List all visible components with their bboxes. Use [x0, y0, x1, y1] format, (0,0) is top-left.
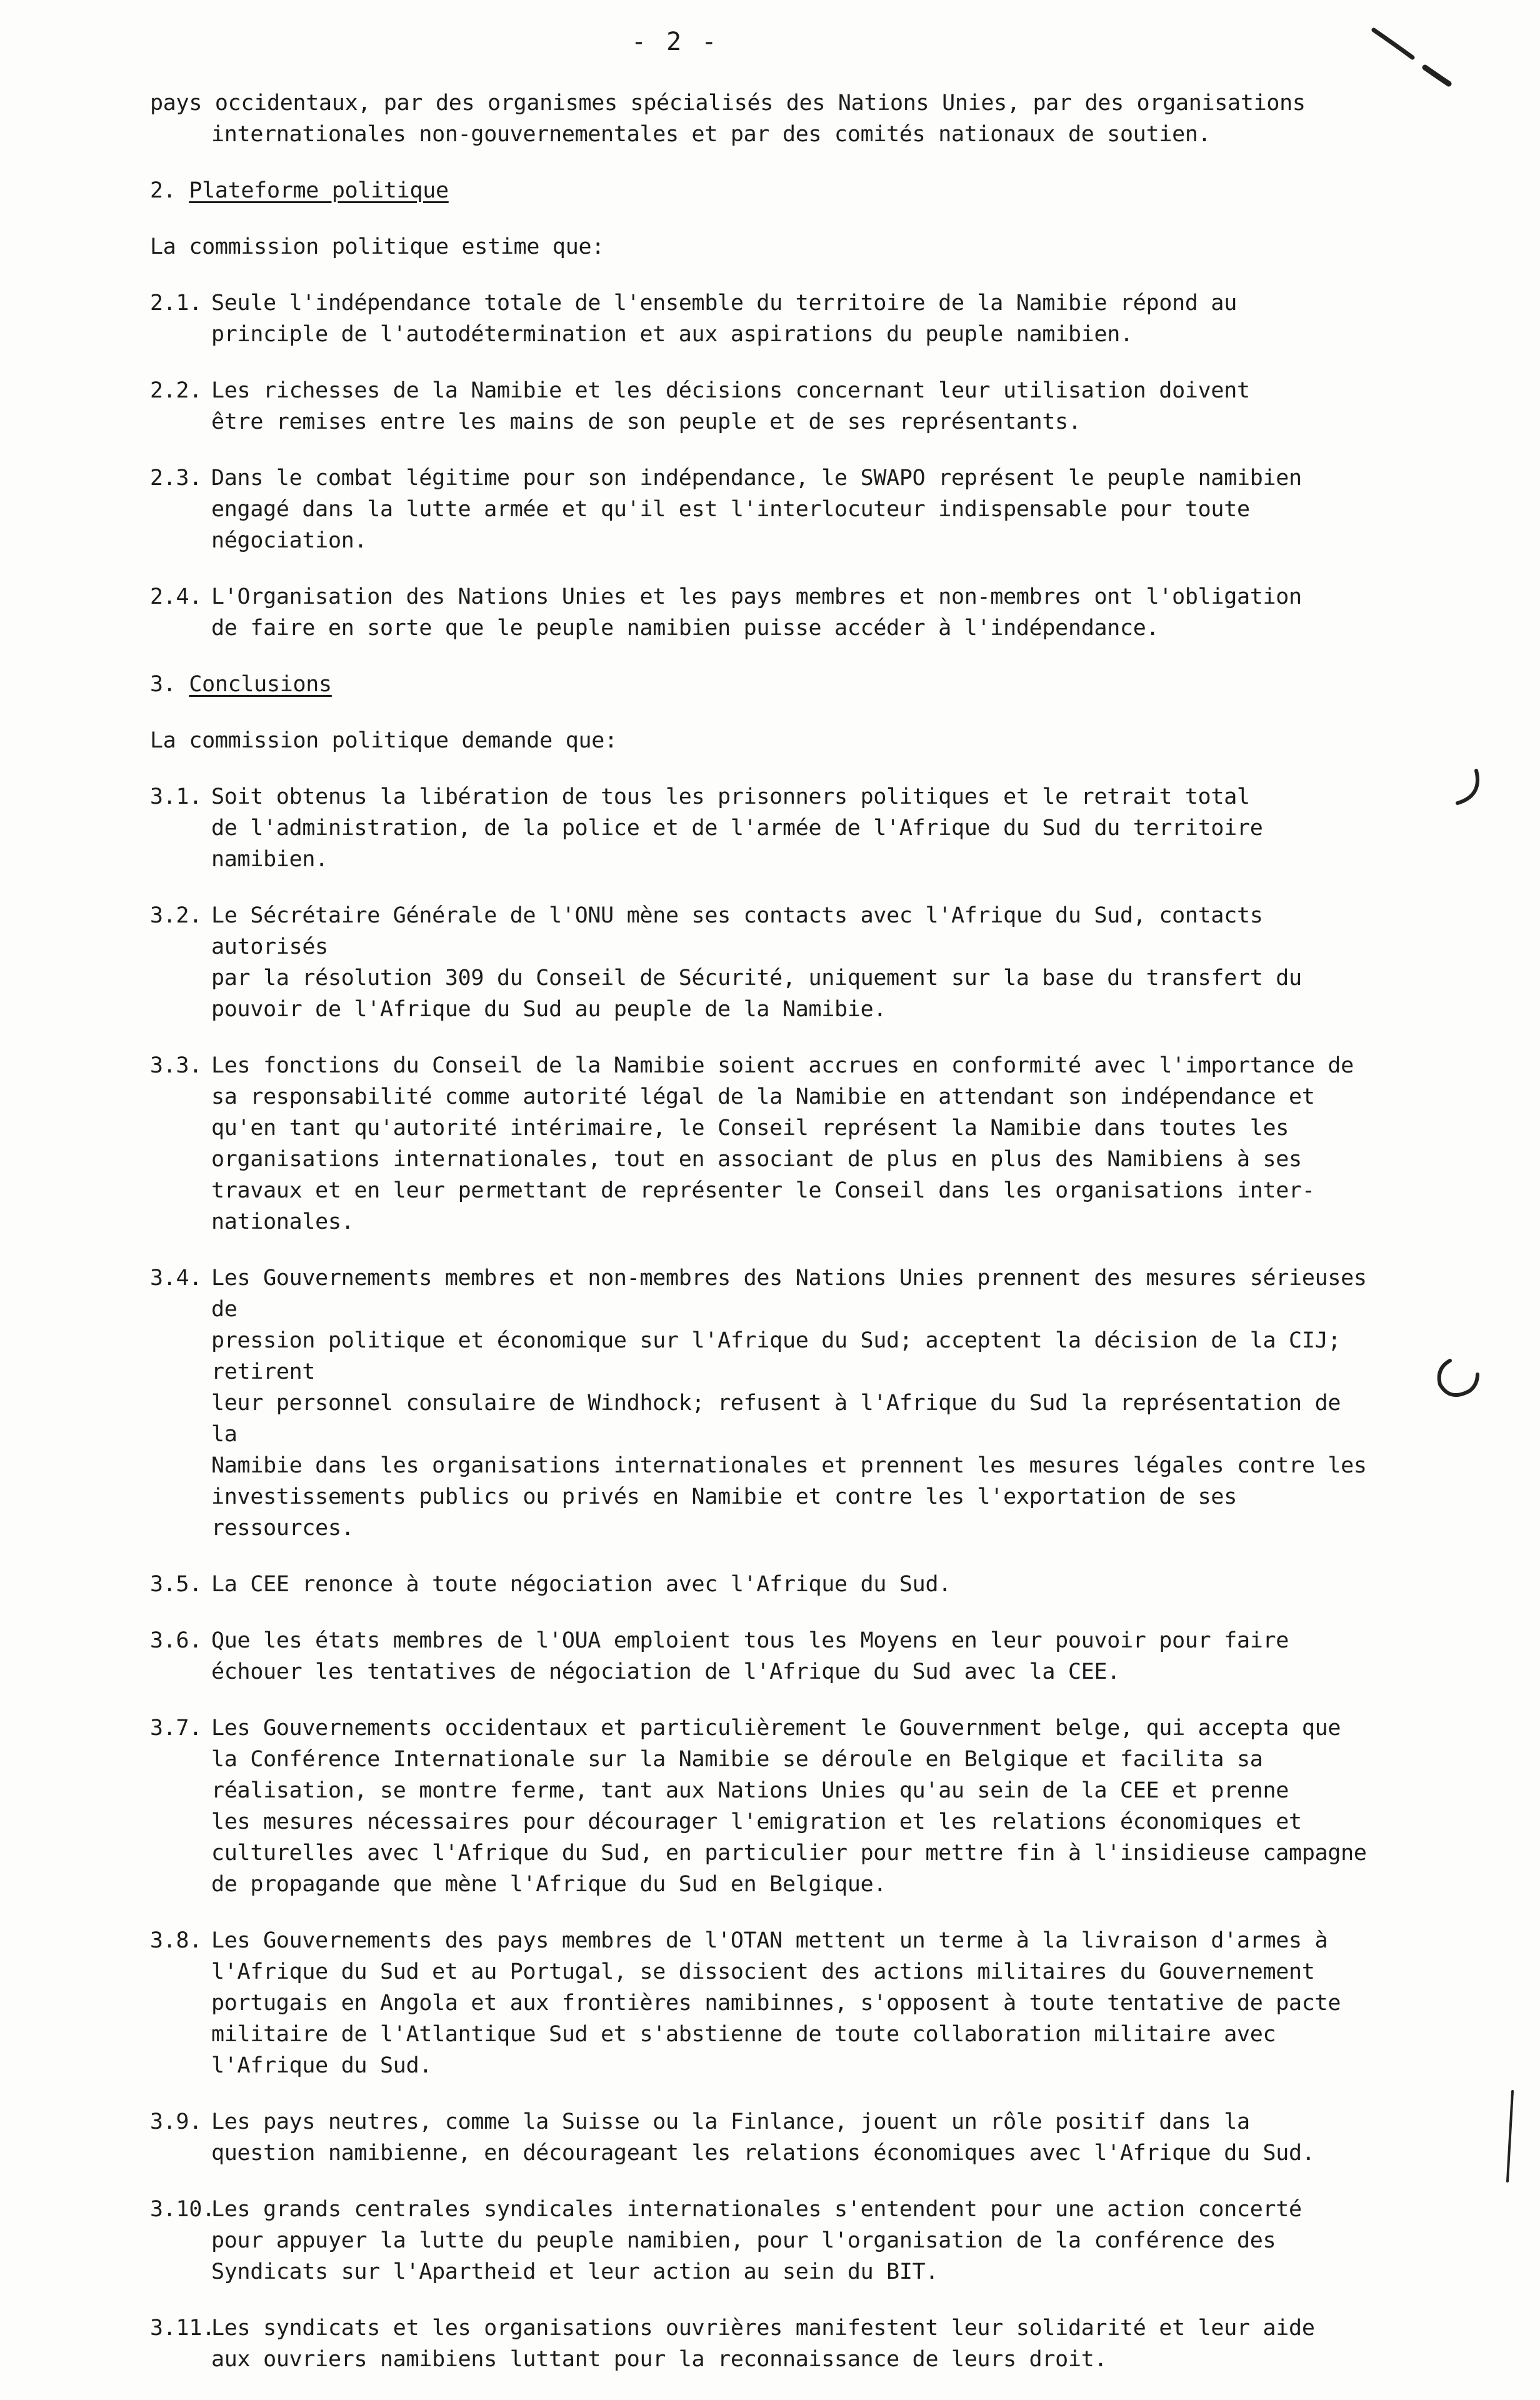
list-item [150, 288, 1375, 350]
item-text: Les fonctions du Conseil de la Namibie soient accrues en conformité avec l'importance de sa responsabilité comme autorité légal de la Namibie en attendant son indépendance et qu'en tant qu'autorité intérimaire, le Conseil représent la Namibie dans toutes les organisations internationales, tout en associant de plus en plus des Namibiens à ses travaux et en leur permettant de représenter le Conseil dans les organisations inter- nationales. [211, 1053, 1354, 1234]
list-item [150, 1712, 1375, 1900]
pen-stroke-mark [1369, 19, 1469, 94]
intro-paragraph [150, 88, 1375, 150]
item-text: Les richesses de la Namibie et les décisions concernant leur utilisation doivent être remises entre les mains de son peuple et de ses représentants. [211, 378, 1250, 434]
item-text: Les syndicats et les organisations ouvrières manifestent leur solidarité et leur aide aux ouvriers namibiens luttant pour la reconnaissance de leurs droit. [211, 2316, 1315, 2372]
page-number: - 2 - [631, 28, 719, 56]
list-item [150, 1262, 1375, 1544]
list-item [150, 1625, 1375, 1688]
list-item [150, 581, 1375, 644]
document-body [150, 88, 1375, 2400]
item-text: Les pays neutres, comme la Suisse ou la Finlance, jouent un rôle positif dans la question namibienne, en décourageant les relations économiques avec l'Afrique du Sud. [211, 2109, 1315, 2166]
item-number: 3.11. [150, 2316, 215, 2341]
item-number: 3.5. [150, 1572, 202, 1597]
list-item [150, 2312, 1375, 2375]
item-number: 3.10. [150, 2197, 215, 2222]
item-number: 3.9. [150, 2109, 202, 2134]
list-item [150, 781, 1375, 875]
list-item [150, 462, 1375, 556]
item-text: La CEE renonce à toute négociation avec l'Afrique du Sud. [211, 1572, 951, 1597]
section-3-number: 3. [150, 672, 176, 697]
edge-line-mark [1500, 2088, 1519, 2188]
item-number: 3.6. [150, 1628, 202, 1653]
item-text: Que les états membres de l'OUA emploient tous les Moyens en leur pouvoir pour faire échouer les tentatives de négociation de l'Afrique du Sud avec la CEE. [211, 1628, 1289, 1684]
item-text: Le Sécrétaire Générale de l'ONU mène ses contacts avec l'Afrique du Sud, contacts autorisés par la résolution 309 du Conseil de Sécurité, uniquement sur la base du transfert du pouvoir de l'Afrique du Sud au peuple de la Namibie. [211, 903, 1302, 1022]
section-2-heading [150, 175, 1375, 206]
list-item [150, 1925, 1375, 2081]
list-item [150, 1569, 1375, 1600]
binder-hole-mark [1444, 766, 1494, 816]
item-number: 3.8. [150, 1928, 202, 1953]
item-number: 2.4. [150, 584, 202, 609]
list-item [150, 2106, 1375, 2169]
section-3-heading [150, 669, 1375, 700]
item-text: Les grands centrales syndicales internationales s'entendent pour une action concerté pour appuyer la lutte du peuple namibien, pour l'organisation de la conférence des Syndicats sur l'Apartheid et leur action au sein du BIT. [211, 2197, 1302, 2284]
item-text: Les Gouvernements des pays membres de l'OTAN mettent un terme à la livraison d'armes à l'Afrique du Sud et au Portugal, se dissocient des actions militaires du Gouvernement portugais en Angola et aux frontières namibinnes, s'opposent à toute tentative de pacte militaire de l'Atlantique Sud et s'abstienne de toute collaboration militaire avec l'Afrique du Sud. [211, 1928, 1341, 2078]
item-text: Les Gouvernements occidentaux et particulièrement le Gouvernment belge, qui accepta que la Conférence Internationale sur la Namibie se déroule en Belgique et facilita sa réalisation, se montre ferme, tant aux Nations Unies qu'au sein de la CEE et prenne les mesures nécessaires pour décourager l'emigration et les relations économiques et culturelles avec l'Afrique du Sud, en particulier pour mettre fin à l'insidieuse campagne de propagande que mène l'Afrique du Sud en Belgique. [211, 1716, 1367, 1897]
list-item [150, 2194, 1375, 2288]
item-number: 2.2. [150, 378, 202, 403]
list-item [150, 900, 1375, 1025]
item-number: 3.3. [150, 1053, 202, 1078]
section-2-lead: La commission politique estime que: [150, 234, 605, 259]
item-number: 2.3. [150, 466, 202, 491]
item-text: Soit obtenus la libération de tous les prisonners politiques et le retrait total de l'administration, de la police et de l'armée de l'Afrique du Sud du territoire namibien. [211, 784, 1263, 872]
intro-line-2: internationales non-gouvernementales et par des comités nationaux de soutien. [211, 122, 1211, 147]
item-text: L'Organisation des Nations Unies et les pays membres et non-membres ont l'obligation de faire en sorte que le peuple namibien puisse accéder à l'indépendance. [211, 584, 1302, 641]
item-number: 3.2. [150, 903, 202, 928]
intro-line-1: pays occidentaux, par des organismes spécialisés des Nations Unies, par des organisations [150, 91, 1306, 116]
item-number: 3.1. [150, 784, 202, 809]
section-2-number: 2. [150, 178, 176, 203]
section-3-title: Conclusions [189, 672, 332, 697]
section-3-lead: La commission politique demande que: [150, 728, 618, 753]
item-text: Les Gouvernements membres et non-membres des Nations Unies prennent des mesures sérieuses de pression politique et économique sur l'Afrique du Sud; acceptent la décision de la CIJ; retirent leur personnel consulaire de Windhock; refusent à l'Afrique du Sud la représentation de la Namibie dans les organisations internationales et prennent les mesures légales contre les investissements publics ou privés en Namibie et contre les l'exportation de ses ressources. [211, 1266, 1367, 1541]
list-item [150, 1050, 1375, 1238]
item-text: Seule l'indépendance totale de l'ensemble du territoire de la Namibie répond au principle de l'autodétermination et aux aspirations du peuple namibien. [211, 291, 1237, 347]
item-text: Dans le combat légitime pour son indépendance, le SWAPO représent le peuple namibien engagé dans la lutte armée et qu'il est l'interlocuteur indispensable pour toute négociation. [211, 466, 1302, 553]
item-number: 2.1. [150, 291, 202, 316]
binder-hole-mark [1431, 1353, 1488, 1409]
section-2-title: Plateforme politique [189, 178, 449, 203]
item-number: 3.7. [150, 1716, 202, 1741]
item-number: 3.4. [150, 1266, 202, 1291]
list-item [150, 375, 1375, 438]
